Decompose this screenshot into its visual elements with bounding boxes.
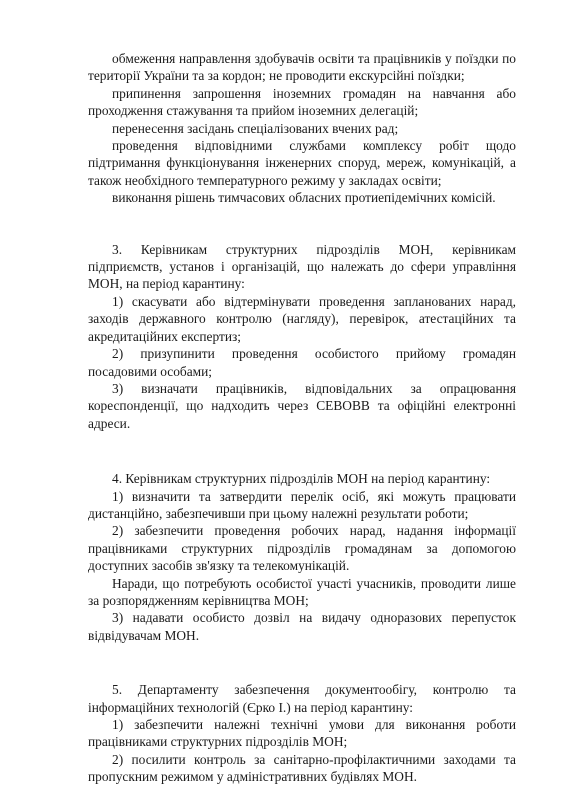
section-3-heading: 3. Керівникам структурних підрозділів МОН, керівникам підприємств, установ і організацій, що належать до сфери управління МОН, на період карантину:: [88, 241, 516, 292]
section-3-item: 3) визначати працівників, відповідальних за опрацювання кореспонденції, що надходить через СЕВОВВ та офіційні електронні адреси.: [88, 380, 516, 431]
section-5-item: 1) забезпечити належні технічні умови для виконання роботи працівниками структурних підрозділів МОН;: [88, 717, 516, 750]
intro-item: припинення запрошення іноземних громадян на навчання або проходження стажування та прийом іноземних делегацій;: [88, 85, 516, 119]
intro-item: проведення відповідними службами комплексу робіт щодо підтримання функціонування інженерних споруд, мереж, комунікацій, а також необхідного температурного режиму у закладах освіти;: [88, 138, 516, 188]
section-4: [88, 470, 516, 644]
section-4-heading: 4. Керівникам структурних підрозділів МОН на період карантину:: [112, 471, 491, 487]
section-5-heading: 5. Департаменту забезпечення документообігу, контролю та інформаційних технологій (Єрко І.) на період карантину:: [88, 682, 516, 715]
section-3-item: 2) призупинити проведення особистого прийому громадян посадовими особами;: [88, 346, 516, 379]
intro-item: виконання рішень тимчасових обласних протиепідемічних комісій.: [112, 190, 496, 206]
section-4-item: Наради, що потребують особистої участі учасників, проводити лише за розпорядженням керівництва МОН;: [88, 575, 516, 608]
intro-list: [88, 50, 516, 207]
intro-item: обмеження направлення здобувачів освіти та працівників у поїздки по території України та за кордон; не проводити екскурсійні поїздки;: [88, 51, 516, 84]
section-5: [88, 681, 516, 785]
section-3-item: 1) скасувати або відтермінувати проведення запланованих нарад, заходів державного контролю (нагляду), перевірок, атестаційних та акредитаційних експертиз;: [88, 293, 516, 344]
section-4-item: 3) надавати особисто дозвіл на видачу одноразових перепусток відвідувачам МОН.: [88, 610, 516, 643]
section-4-item: 1) визначити та затвердити перелік осіб, які можуть працювати дистанційно, забезпечивши при цьому належні результати роботи;: [88, 488, 516, 521]
section-3: [88, 241, 516, 432]
section-4-item: 2) забезпечити проведення робочих нарад, надання інформації працівниками структурних підрозділів громадянам за допомогою доступних засобів зв'язку та телекомунікацій.: [88, 523, 516, 574]
section-5-item: 2) посилити контроль за санітарно-профілактичними заходами та пропускним режимом у адміністративних будівлях МОН.: [88, 751, 516, 785]
intro-item: перенесення засідань спеціалізованих вчених рад;: [112, 120, 399, 136]
